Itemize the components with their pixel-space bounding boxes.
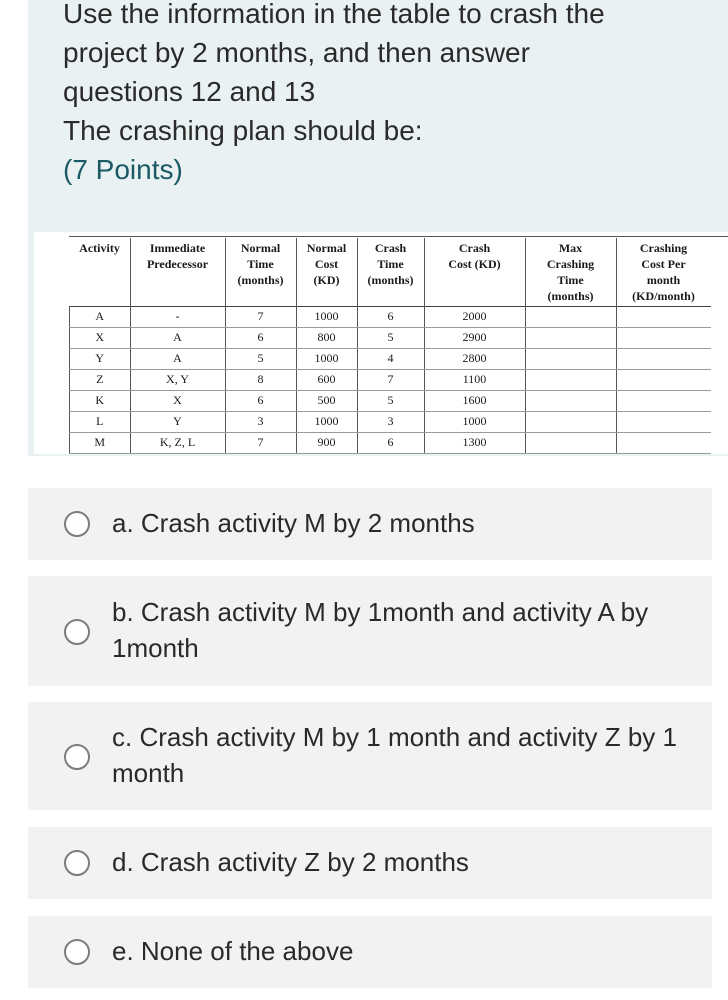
table-cell: X, Y <box>130 369 225 390</box>
table-cell: 6 <box>225 327 296 348</box>
table-row <box>70 390 711 411</box>
col-activity: Activity <box>79 241 120 255</box>
col-crash-cost: Crash Cost (KD) <box>424 238 525 306</box>
table-cell: 3 <box>225 411 296 432</box>
col-predecessor: Immediate Predecessor <box>130 238 225 306</box>
crashing-table <box>69 238 711 454</box>
table-cell: Z <box>70 369 131 390</box>
table-row <box>70 327 711 348</box>
table-row <box>70 306 711 327</box>
table-cell <box>525 327 616 348</box>
table-cell <box>525 411 616 432</box>
table-cell: Y <box>130 411 225 432</box>
table-cell: X <box>70 327 131 348</box>
table-cell: X <box>130 390 225 411</box>
question-line: Use the information in the table to crash the <box>63 0 605 29</box>
table-cell: 7 <box>225 432 296 453</box>
col-normal-cost: Normal Cost (KD) <box>296 238 357 306</box>
table-row <box>70 411 711 432</box>
table-cell <box>525 306 616 327</box>
option-e-label: e. None of the above <box>112 936 354 966</box>
table-image <box>34 232 728 454</box>
table-cell <box>525 390 616 411</box>
option-d-label: d. Crash activity Z by 2 months <box>112 847 469 877</box>
option-b[interactable] <box>28 576 712 686</box>
table-cell <box>616 432 711 453</box>
table-cell: A <box>70 306 131 327</box>
table-cell: 5 <box>357 390 424 411</box>
table-cell: 4 <box>357 348 424 369</box>
table-cell <box>616 390 711 411</box>
option-a[interactable] <box>28 488 712 560</box>
radio-b[interactable] <box>64 619 90 645</box>
question-text <box>63 0 713 189</box>
table-cell: 7 <box>357 369 424 390</box>
option-e[interactable] <box>28 916 712 988</box>
table-row <box>70 369 711 390</box>
table-cell: A <box>130 327 225 348</box>
table-cell <box>525 369 616 390</box>
table-cell: 600 <box>296 369 357 390</box>
table-cell: 2000 <box>424 306 525 327</box>
table-cell: 8 <box>225 369 296 390</box>
table-cell: 7 <box>225 306 296 327</box>
table-header-row <box>70 238 711 306</box>
table-cell: 1000 <box>424 411 525 432</box>
points-label: (7 Points) <box>63 154 183 185</box>
table-cell: 3 <box>357 411 424 432</box>
option-c[interactable] <box>28 702 712 810</box>
radio-e[interactable] <box>64 939 90 965</box>
table-cell: 1000 <box>296 411 357 432</box>
table-cell: 6 <box>225 390 296 411</box>
option-d[interactable] <box>28 827 712 899</box>
option-b-label: b. Crash activity M by 1month and activity A by 1month <box>112 597 649 663</box>
table-cell: 1300 <box>424 432 525 453</box>
table-cell <box>616 369 711 390</box>
table-cell: 1600 <box>424 390 525 411</box>
table-cell <box>525 432 616 453</box>
question-line: The crashing plan should be: <box>63 115 423 146</box>
table-cell: K, Z, L <box>130 432 225 453</box>
table-cell: K <box>70 390 131 411</box>
table-cell: 1000 <box>296 306 357 327</box>
table-row <box>70 432 711 453</box>
table-cell: 800 <box>296 327 357 348</box>
table-cell: 6 <box>357 306 424 327</box>
table-cell <box>616 306 711 327</box>
radio-a[interactable] <box>64 511 90 537</box>
table-cell: M <box>70 432 131 453</box>
table-cell <box>616 411 711 432</box>
table-cell: - <box>130 306 225 327</box>
col-max-crashing-time: Max Crashing Time (months) <box>525 238 616 306</box>
question-line: questions 12 and 13 <box>63 76 316 107</box>
option-a-label: a. Crash activity M by 2 months <box>112 508 475 538</box>
table-cell: 1100 <box>424 369 525 390</box>
table-cell <box>616 348 711 369</box>
col-normal-time: Normal Time (months) <box>225 238 296 306</box>
table-cell: 5 <box>357 327 424 348</box>
table-cell: 500 <box>296 390 357 411</box>
table-cell: 6 <box>357 432 424 453</box>
table-cell: 900 <box>296 432 357 453</box>
table-row <box>70 348 711 369</box>
col-crash-time: Crash Time (months) <box>357 238 424 306</box>
option-c-label: c. Crash activity M by 1 month and activity Z by 1 month <box>112 722 677 788</box>
table-cell: L <box>70 411 131 432</box>
question-line: project by 2 months, and then answer <box>63 37 530 68</box>
table-cell <box>525 348 616 369</box>
table-cell: 1000 <box>296 348 357 369</box>
radio-c[interactable] <box>64 744 90 770</box>
table-cell: 2900 <box>424 327 525 348</box>
table-cell: 2800 <box>424 348 525 369</box>
radio-d[interactable] <box>64 850 90 876</box>
table-cell: A <box>130 348 225 369</box>
question-card <box>28 0 728 456</box>
col-crashing-cost-per-month: Crashing Cost Per month (KD/month) <box>616 238 711 306</box>
table-cell: Y <box>70 348 131 369</box>
table-cell: 5 <box>225 348 296 369</box>
table-cell <box>616 327 711 348</box>
